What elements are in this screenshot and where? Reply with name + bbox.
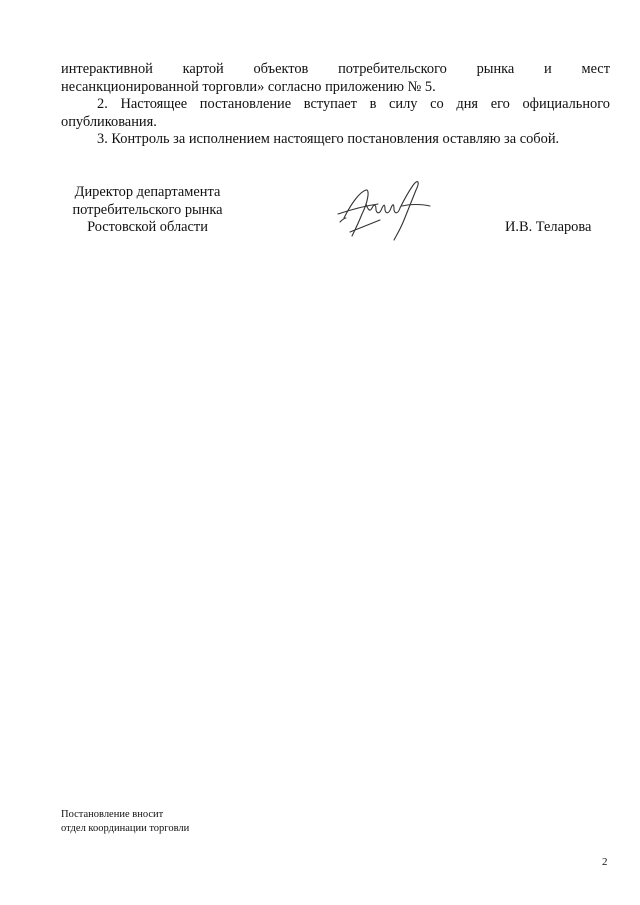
paragraph-1-line-2: несанкционированной торговли» согласно приложению № 5. <box>61 78 436 95</box>
signatory-position-line-2: потребительского рынка <box>72 201 223 218</box>
paragraph-2-line-1: 2. Настоящее постановление вступает в силу со дня его официального <box>97 96 610 112</box>
signatory-position-line-1: Директор департамента <box>74 184 221 200</box>
paragraph-2-line-2: опубликования. <box>61 113 157 130</box>
signatory-position-line-3: Ростовской области <box>87 219 208 235</box>
document-body <box>61 61 610 149</box>
paragraph-1 <box>61 61 610 96</box>
paragraph-3-line-1: 3. Контроль за исполнением настоящего постановления оставляю за собой. <box>97 131 560 147</box>
handwritten-signature-icon <box>330 174 440 249</box>
paragraph-3 <box>61 131 610 149</box>
footer-note <box>61 808 189 836</box>
signatory-name: И.В. Теларова <box>505 219 592 235</box>
paragraph-2 <box>61 96 610 131</box>
footer-note-line-1: Постановление вносит <box>61 809 164 820</box>
page-number: 2 <box>602 856 608 868</box>
signatory-position <box>55 184 240 237</box>
paragraph-1-line-1: интерактивной картой объектов потребительского рынка и мест <box>61 61 610 77</box>
footer-note-line-2: отдел координации торговли <box>61 823 190 834</box>
